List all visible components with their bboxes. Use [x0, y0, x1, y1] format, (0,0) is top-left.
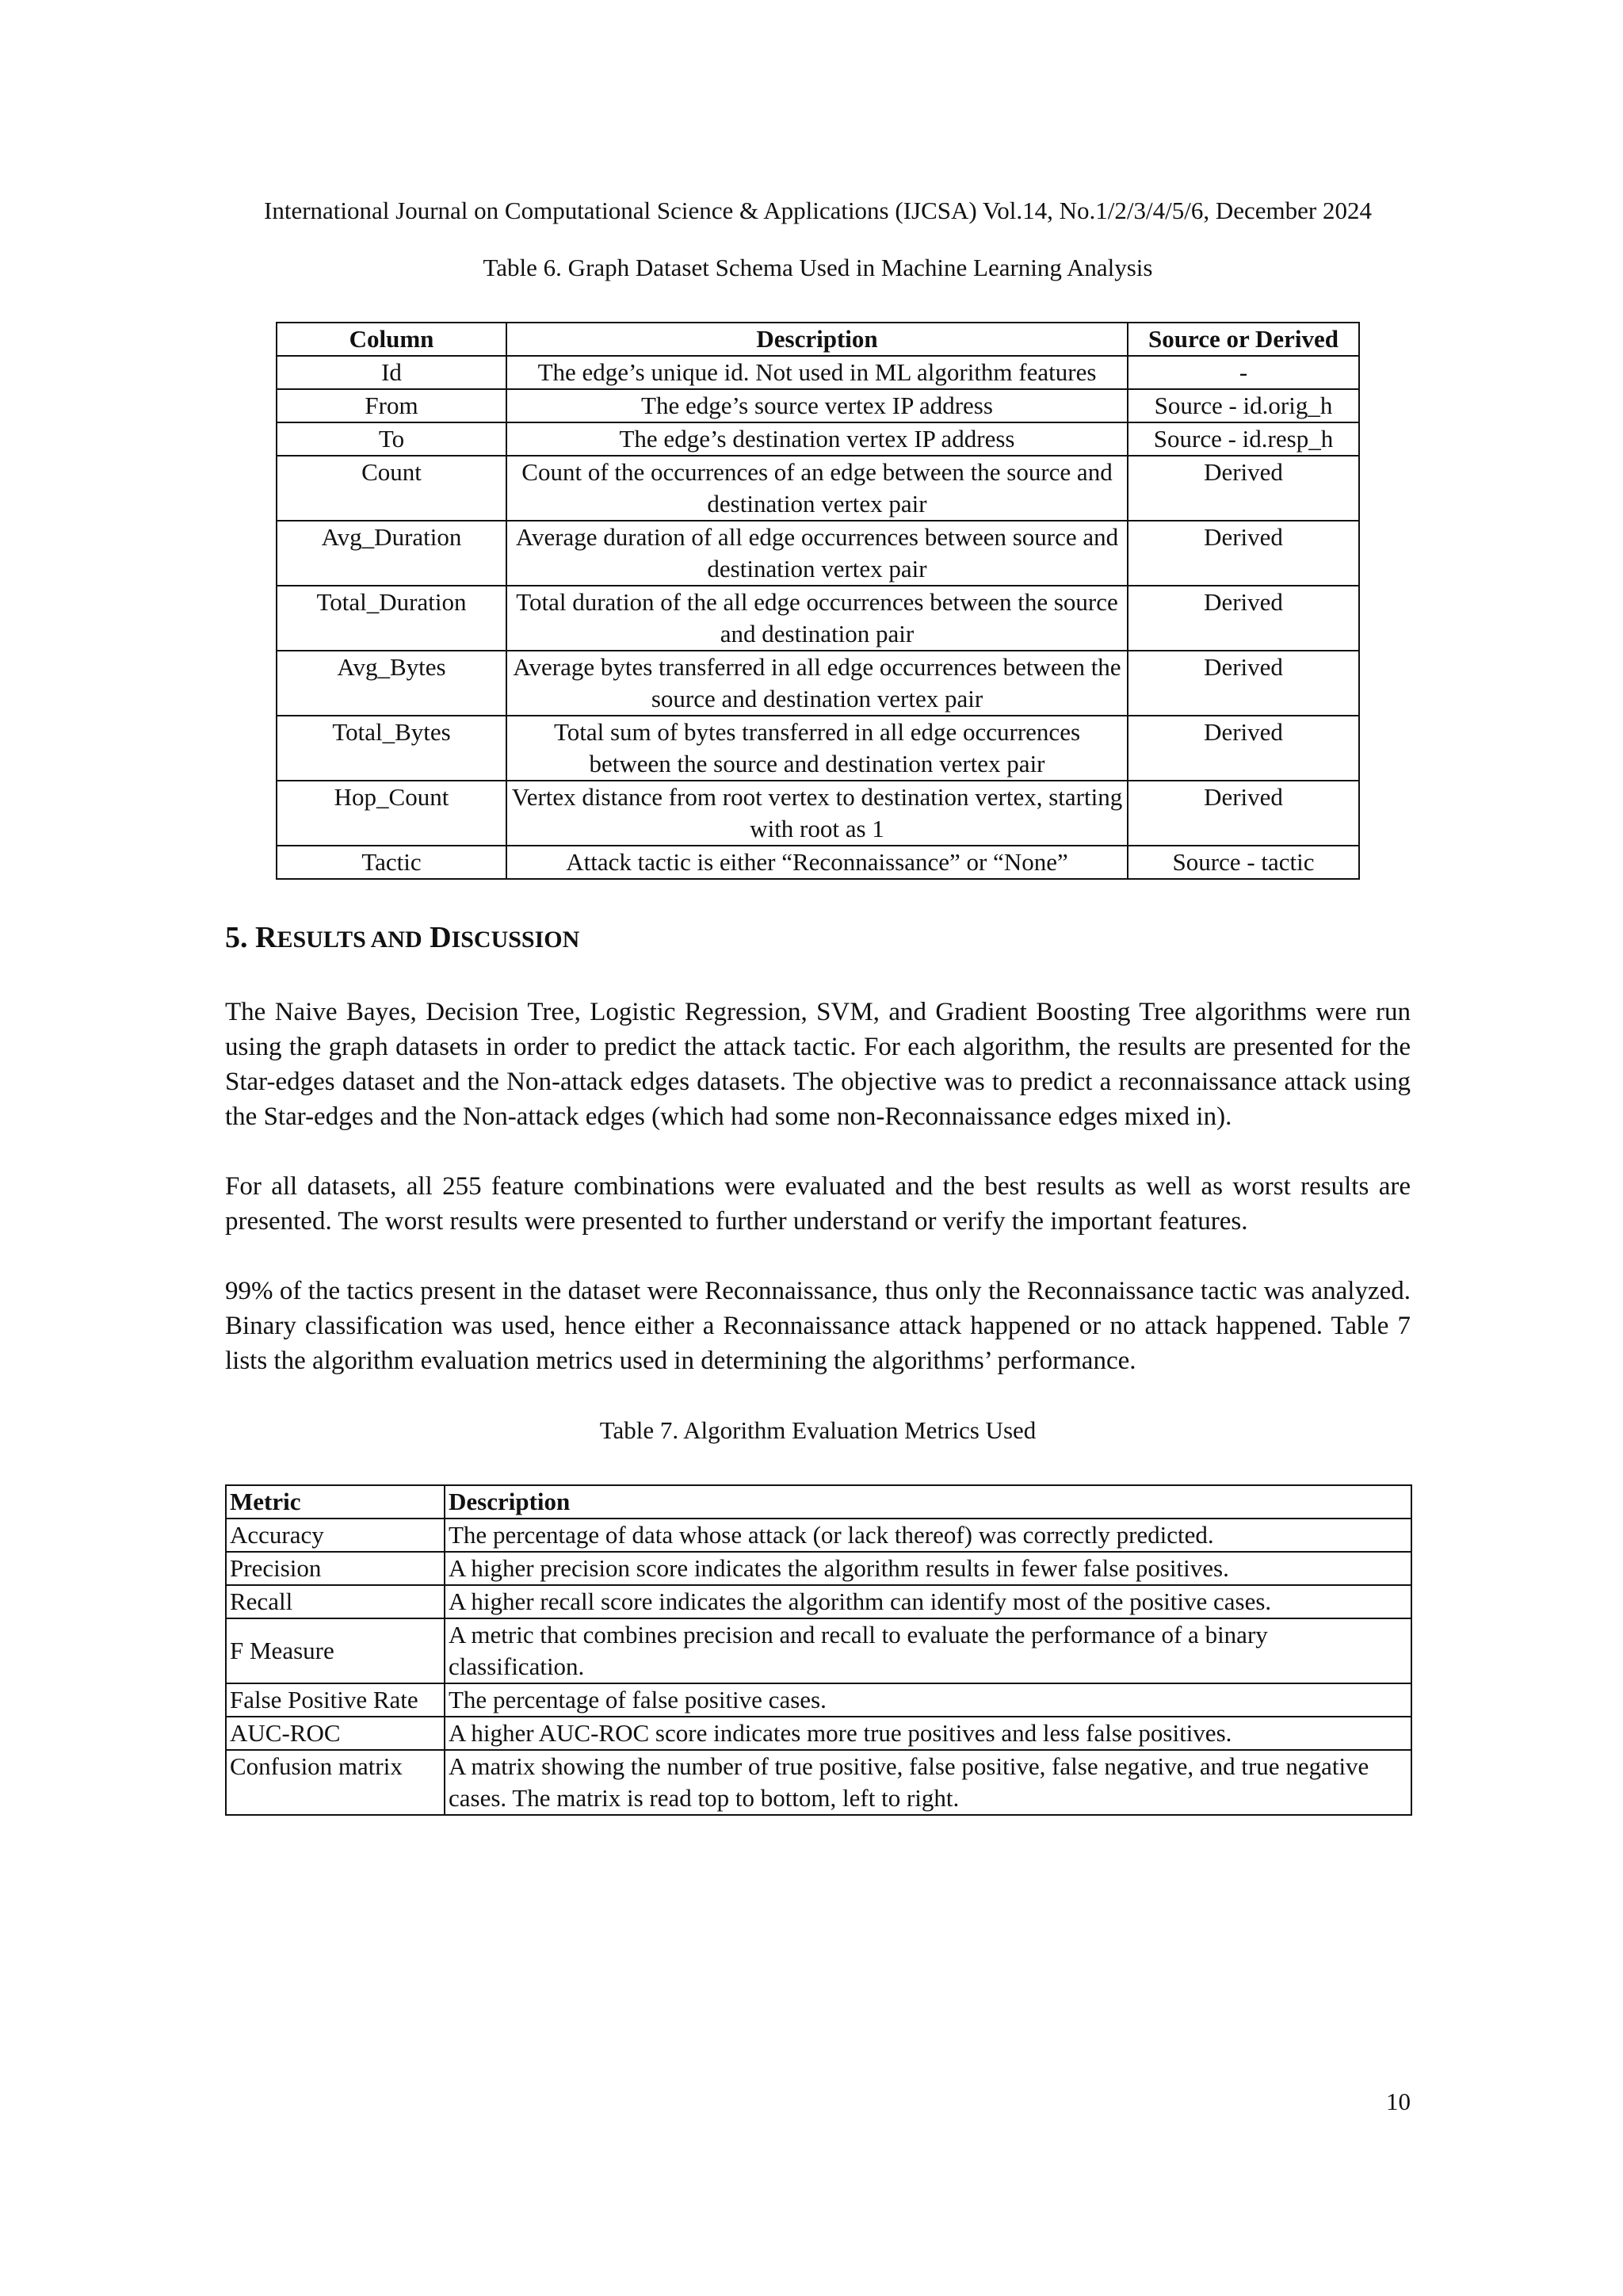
- table-row: [277, 781, 1359, 846]
- column-header: Source or Derived: [1128, 323, 1359, 356]
- graph-dataset-schema-table: [276, 322, 1360, 880]
- description-cell: The percentage of data whose attack (or lack thereof) was correctly predicted.: [445, 1519, 1411, 1552]
- metric-cell: F Measure: [226, 1618, 445, 1683]
- source-cell: Derived: [1128, 781, 1359, 846]
- column-header: Column: [277, 323, 506, 356]
- description-cell: A matrix showing the number of true positive, false positive, false negative, and true negative cases. The matrix is read top to bottom, left to right.: [445, 1750, 1411, 1815]
- description-cell: A metric that combines precision and recall to evaluate the performance of a binary classification.: [445, 1618, 1411, 1683]
- running-header: International Journal on Computational Science & Applications (IJCSA) Vol.14, No.1/2/3/4/5/6, December 2024: [264, 197, 1372, 224]
- table-header-row: [277, 323, 1359, 356]
- description-cell: Vertex distance from root vertex to destination vertex, starting with root as 1: [506, 781, 1128, 846]
- table-row: [277, 651, 1359, 716]
- source-cell: Derived: [1128, 651, 1359, 716]
- section-title-word: DISCUSSION: [430, 921, 580, 954]
- description-cell: Total duration of the all edge occurrences between the source and destination pair: [506, 586, 1128, 651]
- column-cell: Total_Duration: [277, 586, 506, 651]
- table-row: [277, 716, 1359, 781]
- metric-cell: Accuracy: [226, 1519, 445, 1552]
- section-heading: [225, 918, 1411, 960]
- table-row: [277, 846, 1359, 879]
- table7-caption: Table 7. Algorithm Evaluation Metrics Used: [599, 1416, 1037, 1444]
- column-cell: Count: [277, 456, 506, 521]
- source-cell: Source - id.resp_h: [1128, 422, 1359, 456]
- description-cell: Average duration of all edge occurrences between source and destination vertex pair: [506, 521, 1128, 586]
- description-cell: A higher precision score indicates the algorithm results in fewer false positives.: [445, 1552, 1411, 1585]
- column-header: Description: [506, 323, 1128, 356]
- column-cell: From: [277, 389, 506, 422]
- metric-cell: False Positive Rate: [226, 1683, 445, 1717]
- description-cell: Count of the occurrences of an edge between the source and destination vertex pair: [506, 456, 1128, 521]
- column-cell: Tactic: [277, 846, 506, 879]
- table-row: [226, 1519, 1411, 1552]
- table-row: [226, 1750, 1411, 1815]
- table-row: [277, 521, 1359, 586]
- description-cell: Total sum of bytes transferred in all edge occurrences between the source and destination vertex pair: [506, 716, 1128, 781]
- description-cell: The edge’s source vertex IP address: [506, 389, 1128, 422]
- column-cell: To: [277, 422, 506, 456]
- source-cell: Source - id.orig_h: [1128, 389, 1359, 422]
- metric-cell: AUC-ROC: [226, 1717, 445, 1750]
- column-cell: Total_Bytes: [277, 716, 506, 781]
- source-cell: Derived: [1128, 521, 1359, 586]
- table-row: [277, 422, 1359, 456]
- body-paragraph: The Naive Bayes, Decision Tree, Logistic Regression, SVM, and Gradient Boosting Tree algorithms were run using the graph datasets in order to predict the attack tactic. For each algorithm, the results are presented for the Star-edges dataset and the Non-attack edges datasets. The objective was to predict a reconnaissance attack using the Star-edges and the Non-attack edges (which had some non-Reconnaissance edges mixed in).: [225, 998, 1411, 1131]
- metric-cell: Precision: [226, 1552, 445, 1585]
- metric-cell: Confusion matrix: [226, 1750, 445, 1815]
- column-header: Description: [445, 1485, 1411, 1519]
- source-cell: Derived: [1128, 456, 1359, 521]
- description-cell: A higher AUC-ROC score indicates more true positives and less false positives.: [445, 1717, 1411, 1750]
- evaluation-metrics-table: [225, 1484, 1412, 1816]
- source-cell: Source - tactic: [1128, 846, 1359, 879]
- table-header-row: [226, 1485, 1411, 1519]
- description-cell: Average bytes transferred in all edge occurrences between the source and destination vertex pair: [506, 651, 1128, 716]
- description-cell: A higher recall score indicates the algorithm can identify most of the positive cases.: [445, 1585, 1411, 1618]
- description-cell: Attack tactic is either “Reconnaissance” or “None”: [506, 846, 1128, 879]
- source-cell: Derived: [1128, 586, 1359, 651]
- table-row: [226, 1717, 1411, 1750]
- table-row: [277, 586, 1359, 651]
- column-cell: Avg_Bytes: [277, 651, 506, 716]
- section-title-word: RESULTS AND: [255, 921, 422, 954]
- table-row: [277, 389, 1359, 422]
- table-row: [226, 1683, 1411, 1717]
- description-cell: The percentage of false positive cases.: [445, 1683, 1411, 1717]
- column-cell: Id: [277, 356, 506, 389]
- page-content: [225, 195, 1411, 1816]
- source-cell: Derived: [1128, 716, 1359, 781]
- body-paragraph: 99% of the tactics present in the dataset were Reconnaissance, thus only the Reconnaissance tactic was analyzed. Binary classification was used, hence either a Reconnaissance attack happened or no attack happened. Table 7 lists the algorithm evaluation metrics used in determining the algorithms’ performance.: [225, 1277, 1411, 1375]
- table-row: [226, 1552, 1411, 1585]
- body-paragraph: For all datasets, all 255 feature combinations were evaluated and the best results as well as worst results are presented. The worst results were presented to further understand or verify the important features.: [225, 1172, 1411, 1236]
- column-cell: Avg_Duration: [277, 521, 506, 586]
- section-number: 5.: [225, 921, 248, 954]
- table-row: [277, 456, 1359, 521]
- metric-cell: Recall: [226, 1585, 445, 1618]
- source-cell: -: [1128, 356, 1359, 389]
- description-cell: The edge’s unique id. Not used in ML algorithm features: [506, 356, 1128, 389]
- table6-caption: Table 6. Graph Dataset Schema Used in Machine Learning Analysis: [483, 254, 1153, 281]
- description-cell: The edge’s destination vertex IP address: [506, 422, 1128, 456]
- page-number: 10: [1386, 2088, 1411, 2115]
- table-row: [277, 356, 1359, 389]
- column-cell: Hop_Count: [277, 781, 506, 846]
- column-header: Metric: [226, 1485, 445, 1519]
- table-row: [226, 1618, 1411, 1683]
- table-row: [226, 1585, 1411, 1618]
